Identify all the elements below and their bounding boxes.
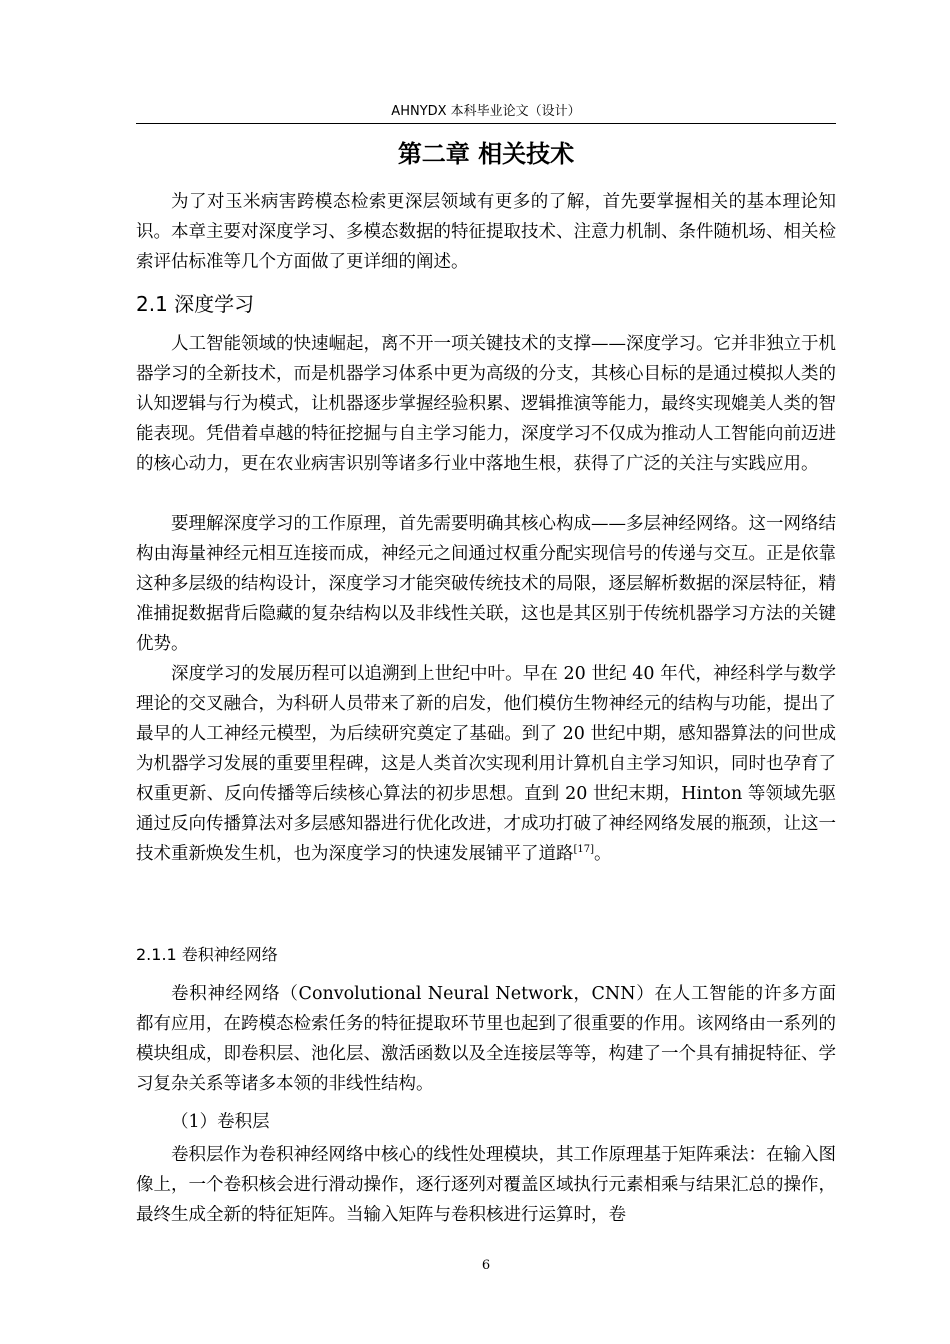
history-tail: 。: [594, 844, 612, 864]
running-header: AHNYDX 本科毕业论文（设计）: [391, 104, 581, 119]
intro-paragraph: 为了对玉米病害跨模态检索更深层领域有更多的了解，首先要掌握相关的基本理论知识。本章主要对深度学习、多模态数据的特征提取技术、注意力机制、条件随机场、相关检索评估标准等几个方面做了更详细的阐述。: [136, 192, 836, 272]
paragraph-deep-learning-intro: 人工智能领域的快速崛起，离不开一项关键技术的支撑——深度学习。它并非独立于机器学习的全新技术，而是机器学习体系中更为高级的分支，其核心目标的是通过模拟人类的认知逻辑与行为模式，让机器逐步掌握经验积累、逻辑推演等能力，最终实现媲美人类的智能表现。凭借着卓越的特征挖掘与自主学习能力，深度学习不仅成为推动人工智能向前迈进的核心动力，更在农业病害识别等诸多行业中落地生根，获得了广泛的关注与实践应用。: [136, 334, 836, 474]
header-divider: [136, 123, 836, 124]
paragraph-history: [136, 659, 836, 869]
history-text: 深度学习的发展历程可以追溯到上世纪中叶。早在 20 世纪 40 年代，神经科学与数学理论的交叉融合，为科研人员带来了新的启发，他们模仿生物神经元的结构与功能，提出了最早的人工神经元模型，为后续研究奠定了基础。到了 20 世纪中期，感知器算法的问世成为机器学习发展的重要里程碑，这是人类首次实现利用计算机自主学习知识，同时也孕育了权重更新、反向传播等后续核心算法的初步思想。直到 20 世纪末期，Hinton 等领域先驱通过反向传播算法对多层感知器进行优化改进，才成功打破了神经网络发展的瓶颈，让这一技术重新焕发生机，也为深度学习的快速发展铺平了道路: [136, 664, 836, 864]
section-heading-2-1: 2.1 深度学习: [136, 292, 255, 316]
list-item-label-convolution-layer: （1）卷积层: [171, 1112, 270, 1132]
paragraph-convolution-layer: 卷积层作为卷积神经网络中核心的线性处理模块，其工作原理基于矩阵乘法：在输入图像上，一个卷积核会进行滑动操作，逐行逐列对覆盖区域执行元素相乘与结果汇总的操作，最终生成全新的特征矩阵。当输入矩阵与卷积核进行运算时，卷: [136, 1145, 836, 1225]
section-heading-2-1-1: 2.1.1 卷积神经网络: [136, 945, 278, 964]
paragraph-cnn: 卷积神经网络（Convolutional Neural Network，CNN）在人工智能的许多方面都有应用，在跨模态检索任务的特征提取环节里也起到了很重要的作用。该网络由一系列的模块组成，即卷积层、池化层、激活函数以及全连接层等等，构建了一个具有捕捉特征、学习复杂关系等诸多本领的非线性结构。: [136, 984, 836, 1094]
citation-reference: [17]: [573, 844, 595, 856]
paragraph-neural-network: 要理解深度学习的工作原理，首先需要明确其核心构成——多层神经网络。这一网络结构由海量神经元相互连接而成，神经元之间通过权重分配实现信号的传递与交互。正是依靠这种多层级的结构设计，深度学习才能突破传统技术的局限，逐层解析数据的深层特征，精准捕捉数据背后隐藏的复杂结构以及非线性关联，这也是其区别于传统机器学习方法的关键优势。: [136, 514, 836, 654]
page-number: 6: [481, 1258, 491, 1273]
chapter-title: 第二章 相关技术: [397, 140, 575, 168]
